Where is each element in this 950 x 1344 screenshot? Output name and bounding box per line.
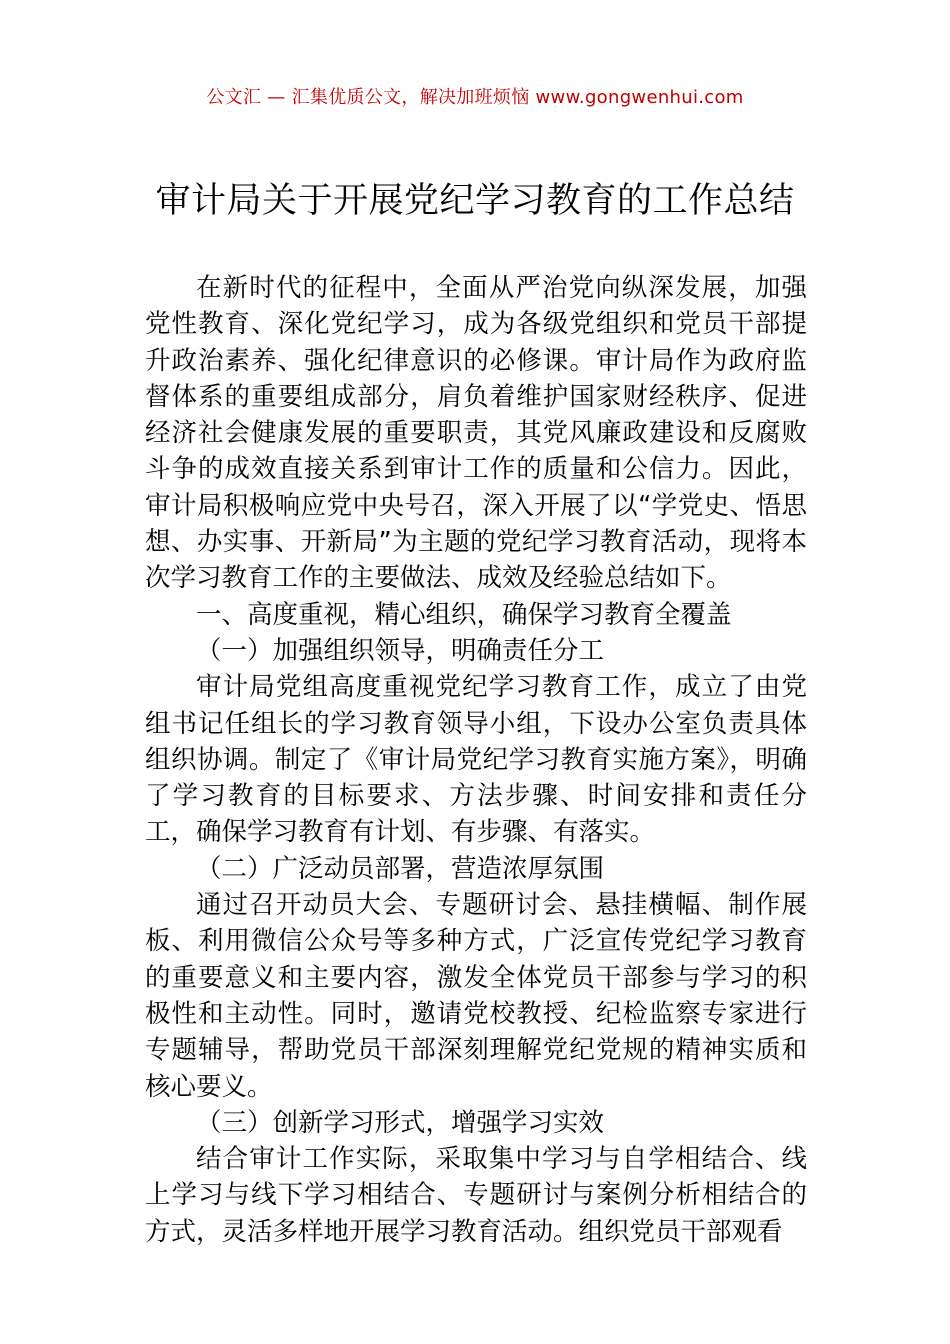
subsection-heading-2: （二）广泛动员部署，营造浓厚氛围: [196, 853, 605, 884]
body-paragraph: 审计局党组高度重视党纪学习教育工作，成立了由党组书记任组长的学习教育领导小组，下设办公室负责具体组织协调。制定了《审计局党纪学习教育实施方案》，明确了学习教育的目标要求、方法步骤、时间安排和责任分工，确保学习教育有计划、有步骤、有落实。: [145, 672, 807, 848]
section-heading-1: 一、高度重视，精心组织，确保学习教育全覆盖: [196, 599, 732, 630]
body-paragraph: 通过召开动员大会、专题研讨会、悬挂横幅、制作展板、利用微信公众号等多种方式，广泛宣传党纪学习教育的重要意义和主要内容，激发全体党员干部参与学习的积极性和主动性。同时，邀请党校教授、纪检监察专家进行专题辅导，帮助党员干部深刻理解党纪党规的精神实质和核心要义。: [145, 890, 807, 1102]
document-title: 审计局关于开展党纪学习教育的工作总结: [155, 181, 795, 221]
document-body: [145, 270, 807, 1250]
subsection-heading-3: （三）创新学习形式，增强学习实效: [196, 1107, 605, 1138]
header-banner: 公文汇 — 汇集优质公文，解决加班烦恼 www.gongwenhui.com: [206, 87, 744, 108]
subsection-heading-1: （一）加强组织领导，明确责任分工: [196, 635, 605, 666]
intro-paragraph: 在新时代的征程中，全面从严治党向纵深发展，加强党性教育、深化党纪学习，成为各级党组织和党员干部提升政治素养、强化纪律意识的必修课。审计局作为政府监督体系的重要组成部分，肩负着维护国家财经秩序、促进经济社会健康发展的重要职责，其党风廉政建设和反腐败斗争的成效直接关系到审计工作的质量和公信力。因此，审计局积极响应党中央号召，深入开展了以“学党史、悟思想、办实事、开新局”为主题的党纪学习教育活动，现将本次学习教育工作的主要做法、成效及经验总结如下。: [145, 273, 807, 594]
body-paragraph: 结合审计工作实际，采取集中学习与自学相结合、线上学习与线下学习相结合、专题研讨与案例分析相结合的方式，灵活多样地开展学习教育活动。组织党员干部观看: [145, 1144, 807, 1247]
